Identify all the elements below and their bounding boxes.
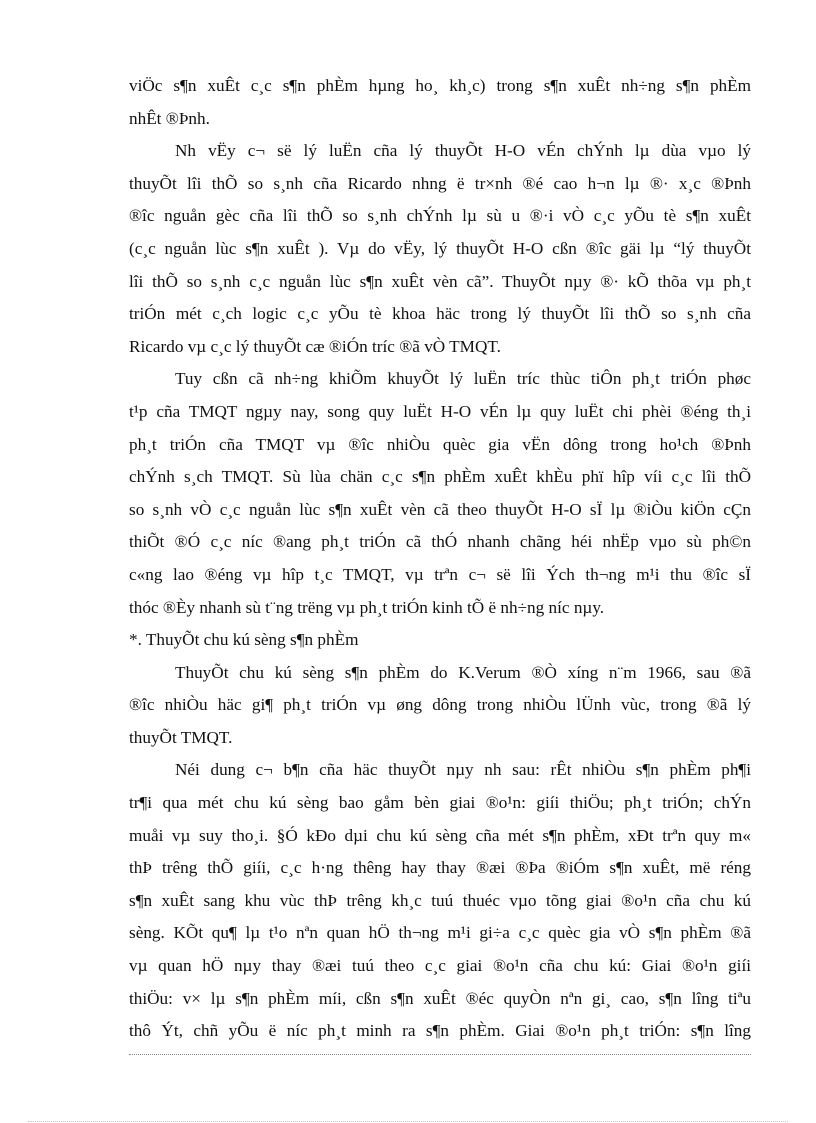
text-line: ph¸t triÓn cña TMQT vµ ®îc nhiÒu quèc gia vËn dông trong ho¹ch ®Þnh: [129, 434, 751, 454]
text-line: thóc ®Èy nhanh sù t¨ng trëng vµ ph¸t triÓn kinh tÕ ë nh÷ng níc nµy.: [129, 597, 605, 617]
text-line: thuyÕt TMQT.: [129, 727, 233, 747]
text-line: ThuyÕt chu kú sèng s¶n phÈm do K.Verum ®Ò xíng n¨m 1966, sau ®ã: [175, 662, 751, 682]
text-line: Ricardo vµ c¸c lý thuyÕt cæ ®iÓn tríc ®ã vÒ TMQT.: [129, 336, 501, 356]
text-line: triÓn mét c¸ch logic c¸c yÕu tè khoa häc trong lý thuyÕt lîi thÕ so s¸nh cña: [129, 304, 751, 324]
text-line: thuyÕt lîi thÕ so s¸nh cña Ricardo nhng ë tr×nh ®é cao h¬n lµ ®· x¸c ®Þnh: [129, 173, 751, 193]
text-line: thiÖu: v× lµ s¶n phÈm míi, cßn s¶n xuÊt ®éc quyÒn nªn gi¸ cao, s¶n lîng tiªu: [129, 988, 751, 1008]
section-heading: *. ThuyÕt chu kú sèng s¶n phÈm: [129, 630, 359, 650]
text-line: sèng. KÕt qu¶ lµ t¹o nªn quan hÖ th¬ng m¹i gi÷a c¸c quèc gia vÒ s¶n phÈm ®ã: [129, 923, 751, 943]
text-line: nhÊt ®Þnh.: [129, 108, 210, 128]
text-line: thô Ýt, chñ yÕu ë níc ph¸t minh ra s¶n phÈm. Giai ®o¹n ph¸t triÓn: s¶n lîng: [129, 1021, 751, 1041]
text-line: ®îc nhiÒu häc gi¶ ph¸t triÓn vµ øng dông trong nhiÒu lÜnh vùc, trong ®ã lý: [129, 695, 751, 715]
text-line: muåi vµ suy tho¸i. §Ó kÐo dµi chu kú sèng cña mét s¶n phÈm, xÐt trªn quy m«: [129, 825, 751, 845]
text-line: so s¸nh vÒ c¸c nguån lùc s¶n xuÊt vèn cã theo thuyÕt H-O sÏ lµ ®iÒu kiÖn cÇn: [129, 499, 751, 519]
text-line: thiÕt ®Ó c¸c níc ®ang ph¸t triÓn cã thÓ nhanh chãng héi nhËp vµo sù ph©n: [129, 532, 751, 552]
text-line: t¹p cña TMQT ngµy nay, song quy luËt H-O vÉn lµ quy luËt chi phèi ®éng th¸i: [129, 401, 751, 421]
text-line: Néi dung c¬ b¶n cña häc thuyÕt nµy nh sau: rÊt nhiÒu s¶n phÈm ph¶i: [175, 760, 751, 780]
text-line: tr¶i qua mét chu kú sèng bao gåm bèn giai ®o¹n: giíi thiÖu; ph¸t triÓn; chÝn: [129, 793, 751, 813]
text-line: s¶n xuÊt sang khu vùc thÞ trêng kh¸c tuú thuéc vµo tõng giai ®o¹n cña chu kú: [129, 890, 751, 910]
text-line: Nh vËy c¬ së lý luËn cña lý thuyÕt H-O vÉn chÝnh lµ dùa vµo lý: [175, 141, 751, 161]
text-line: (c¸c nguån lùc s¶n xuÊt ). Vµ do vËy, lý thuyÕt H-O cßn ®îc gäi lµ “lý thuyÕt: [129, 238, 751, 258]
text-line: lîi thÕ so s¸nh c¸c nguån lùc s¶n xuÊt vèn cã”. ThuyÕt nµy ®· kÕ thõa vµ ph¸t: [129, 271, 751, 291]
page-bottom-edge: [28, 1121, 788, 1122]
text-line: vµ quan hÖ nµy thay ®æi tuú theo c¸c giai ®o¹n cña chu kú: Giai ®o¹n giíi: [129, 956, 751, 976]
text-line: chÝnh s¸ch TMQT. Sù lùa chän c¸c s¶n phÈm xuÊt khÈu phï hîp víi c¸c lîi thÕ: [129, 467, 751, 487]
text-line: viÖc s¶n xuÊt c¸c s¶n phÈm hµng ho¸ kh¸c) trong s¶n xuÊt nh÷ng s¶n phÈm: [129, 76, 751, 95]
text-line: c«ng lao ®éng vµ hîp t¸c TMQT, vµ trªn c¬ së lîi Ých th¬ng m¹i thu ®îc sÏ: [129, 564, 751, 584]
footer-divider: [129, 1054, 751, 1055]
text-line: thÞ trêng thÕ giíi, c¸c h·ng thêng hay thay ®æi ®Þa ®iÓm s¶n xuÊt, më réng: [129, 858, 751, 878]
body-text: [129, 70, 751, 1048]
text-line: ®îc nguån gèc cña lîi thÕ so s¸nh chÝnh lµ sù u ®·i vÒ c¸c yÕu tè s¶n xuÊt: [129, 206, 751, 226]
text-line: Tuy cßn cã nh÷ng khiÕm khuyÕt lý luËn tríc thùc tiÔn ph¸t triÓn phøc: [175, 369, 751, 389]
